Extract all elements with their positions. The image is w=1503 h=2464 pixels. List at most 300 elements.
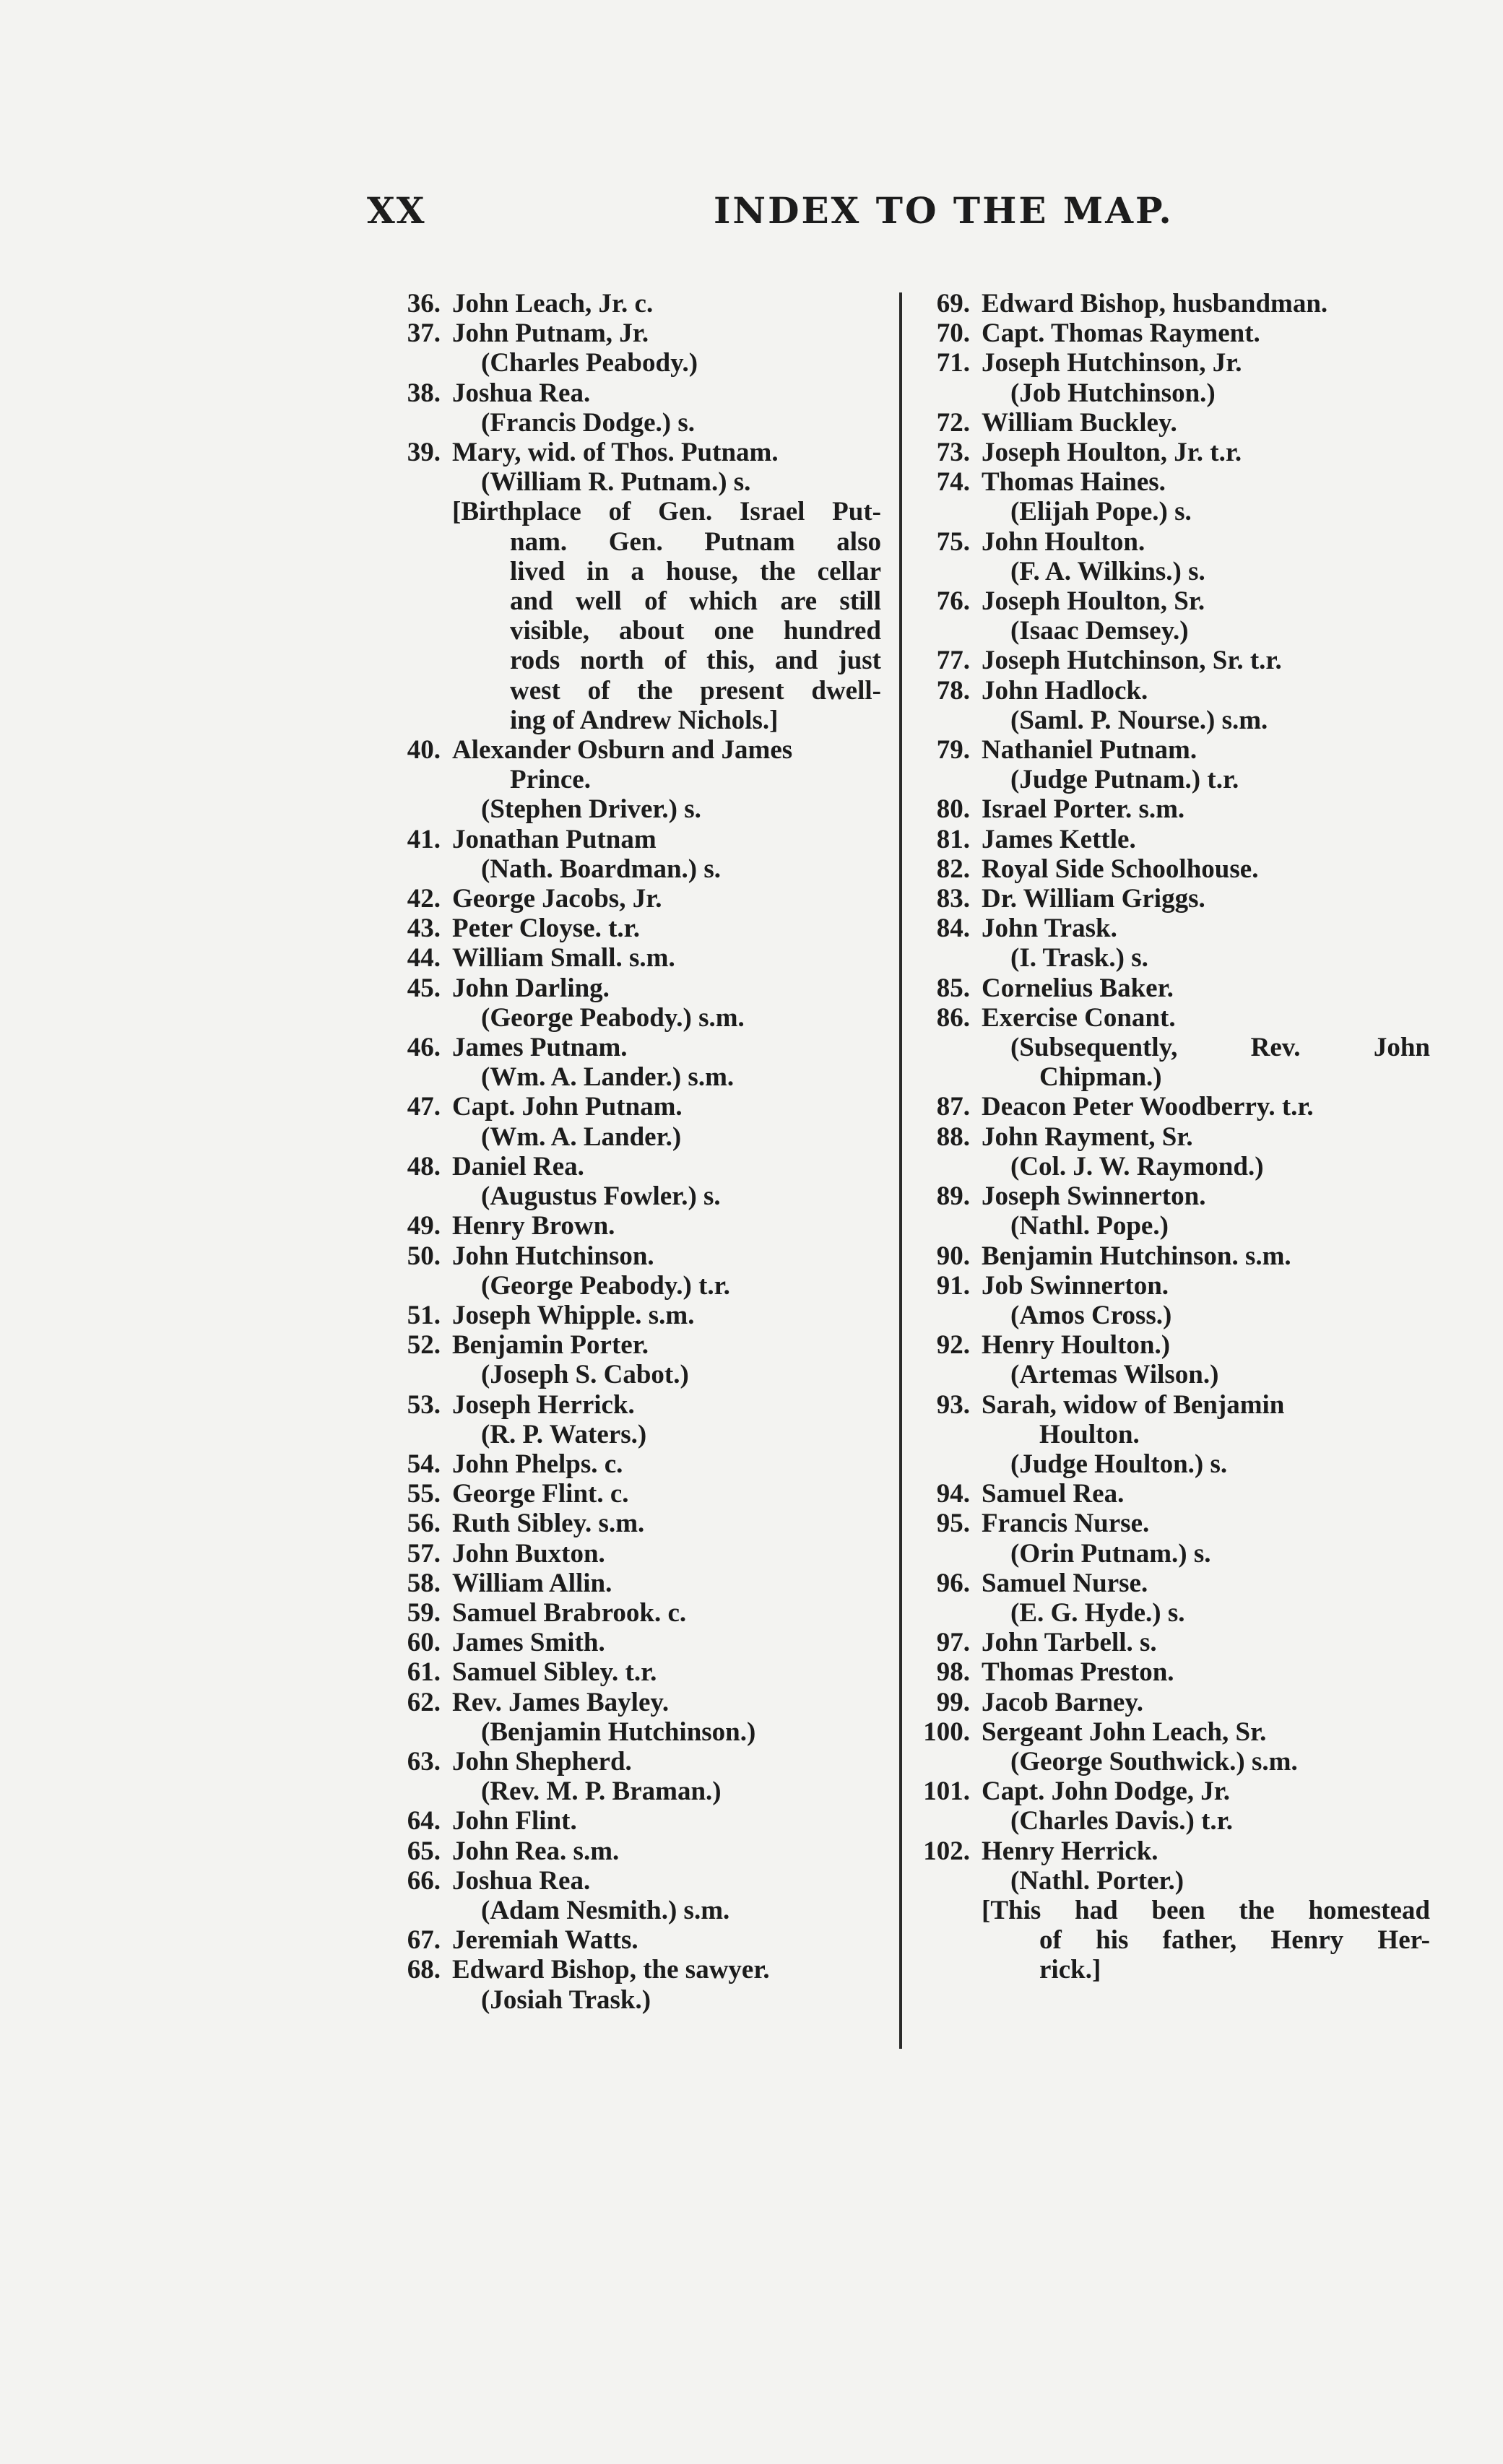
index-entry bbox=[390, 438, 881, 735]
entry-name: John Hadlock. bbox=[982, 675, 1148, 706]
entry-later-occupant: (Orin Putnam.) s. bbox=[1010, 1538, 1211, 1569]
entry-text bbox=[390, 1092, 881, 1151]
running-title: INDEX TO THE MAP. bbox=[714, 189, 1174, 232]
entry-number: 62. bbox=[407, 1687, 441, 1717]
entry-text bbox=[390, 1747, 881, 1806]
entry-text bbox=[390, 735, 881, 825]
entry-name: Daniel Rea. bbox=[452, 1151, 584, 1181]
entry-number: 53. bbox=[407, 1389, 441, 1420]
index-entry bbox=[390, 914, 881, 943]
index-entry bbox=[390, 735, 881, 825]
entry-number: 57. bbox=[407, 1538, 441, 1569]
index-entry bbox=[390, 289, 881, 318]
index-entry bbox=[914, 825, 1430, 854]
index-entry bbox=[390, 1092, 881, 1151]
entry-note-line: ing of Andrew Nichols.] bbox=[510, 705, 779, 735]
entry-name: Joseph Houlton, Sr. bbox=[982, 586, 1205, 617]
entry-text bbox=[914, 1777, 1430, 1836]
index-entry bbox=[914, 289, 1430, 318]
entry-number: 51. bbox=[407, 1300, 441, 1330]
index-entry bbox=[390, 973, 881, 1033]
entry-text bbox=[390, 1955, 881, 2014]
entry-later-occupant: (George Peabody.) s.m. bbox=[481, 1002, 745, 1033]
entry-text bbox=[390, 1925, 881, 1955]
entry-name: John Flint. bbox=[452, 1806, 577, 1836]
entry-later-occupant: (George Southwick.) s.m. bbox=[1010, 1746, 1298, 1777]
entry-text bbox=[914, 1241, 1430, 1271]
entry-later-occupant: (Josiah Trask.) bbox=[481, 1984, 651, 2015]
entry-name: John Tarbell. s. bbox=[982, 1628, 1157, 1658]
entry-name: Henry Herrick. bbox=[982, 1836, 1158, 1866]
entry-number: 40. bbox=[407, 735, 441, 765]
entry-name: Sergeant John Leach, Sr. bbox=[982, 1717, 1267, 1747]
entry-name: John Putnam, Jr. bbox=[452, 318, 649, 349]
index-entry bbox=[390, 1330, 881, 1389]
entry-later-occupant: (Benjamin Hutchinson.) bbox=[481, 1717, 756, 1747]
entry-number: 76. bbox=[936, 586, 970, 617]
entry-name: John Rea. s.m. bbox=[452, 1836, 620, 1866]
index-entry bbox=[390, 1479, 881, 1509]
entry-later-occupant: (Col. J. W. Raymond.) bbox=[1010, 1151, 1264, 1181]
entry-number: 67. bbox=[407, 1925, 441, 1956]
entry-text bbox=[914, 1330, 1430, 1389]
entry-name: George Flint. c. bbox=[452, 1479, 629, 1509]
entry-name: James Putnam. bbox=[452, 1033, 628, 1063]
entry-number: 45. bbox=[407, 973, 441, 1003]
index-entry bbox=[914, 1777, 1430, 1836]
entry-text bbox=[914, 527, 1430, 586]
entry-text bbox=[914, 1688, 1430, 1717]
entry-text bbox=[390, 1330, 881, 1389]
entry-name: Thomas Haines. bbox=[982, 467, 1166, 498]
entry-number: 48. bbox=[407, 1151, 441, 1181]
entry-text bbox=[914, 794, 1430, 824]
entry-text bbox=[914, 1657, 1430, 1687]
index-entry bbox=[914, 1092, 1430, 1122]
entry-text bbox=[390, 378, 881, 438]
entry-name: Henry Houlton.) bbox=[982, 1330, 1171, 1361]
entry-name: Joseph Swinnerton. bbox=[982, 1181, 1206, 1212]
entry-name: Jonathan Putnam bbox=[452, 824, 657, 854]
entry-later-occupant: (George Peabody.) t.r. bbox=[481, 1270, 730, 1301]
entry-number: 75. bbox=[936, 526, 970, 557]
entry-number: 81. bbox=[936, 824, 970, 854]
entry-text bbox=[914, 1628, 1430, 1657]
entry-later-occupant: (Wm. A. Lander.) s.m. bbox=[481, 1062, 735, 1093]
entry-name: Joseph Hutchinson, Jr. bbox=[982, 348, 1242, 378]
entry-number: 95. bbox=[936, 1509, 970, 1539]
index-entry bbox=[390, 318, 881, 378]
entry-later-occupant: (Augustus Fowler.) s. bbox=[481, 1181, 721, 1212]
index-entry bbox=[914, 1003, 1430, 1093]
index-entry bbox=[914, 1122, 1430, 1181]
entry-number: 82. bbox=[936, 854, 970, 884]
entry-text bbox=[914, 1509, 1430, 1568]
index-entry bbox=[390, 1836, 881, 1866]
entry-note-line: visible, about one hundred bbox=[510, 616, 881, 646]
entry-number: 37. bbox=[407, 318, 441, 349]
index-entry bbox=[914, 794, 1430, 824]
entry-number: 49. bbox=[407, 1211, 441, 1241]
entry-name: Mary, wid. of Thos. Putnam. bbox=[452, 438, 779, 468]
index-entry bbox=[390, 1955, 881, 2014]
entry-number: 83. bbox=[936, 884, 970, 914]
index-entry bbox=[914, 1181, 1430, 1241]
entry-text bbox=[914, 1181, 1430, 1241]
entry-note-line: rods north of this, and just bbox=[510, 646, 881, 676]
entry-later-occupant: (Amos Cross.) bbox=[1010, 1300, 1172, 1330]
entry-note-line: [This had been the homestead bbox=[982, 1895, 1430, 1925]
entry-text bbox=[390, 1866, 881, 1925]
entry-number: 77. bbox=[936, 646, 970, 676]
index-entry bbox=[390, 1866, 881, 1925]
entry-number: 46. bbox=[407, 1033, 441, 1063]
index-entry bbox=[914, 1657, 1430, 1687]
entry-name: Nathaniel Putnam. bbox=[982, 735, 1197, 765]
entry-text bbox=[914, 289, 1430, 318]
index-entry bbox=[390, 825, 881, 884]
entry-note-line: of his father, Henry Her- bbox=[1039, 1925, 1430, 1956]
index-entry bbox=[914, 1628, 1430, 1657]
entry-note-line: nam. Gen. Putnam also bbox=[510, 526, 881, 557]
entry-text bbox=[914, 467, 1430, 526]
index-entry bbox=[390, 1628, 881, 1657]
entry-text bbox=[914, 586, 1430, 646]
entry-later-occupant: (Judge Putnam.) t.r. bbox=[1010, 765, 1239, 795]
entry-name: Edward Bishop, husbandman. bbox=[982, 289, 1328, 318]
entry-later-occupant: (Charles Peabody.) bbox=[481, 348, 698, 378]
index-entry bbox=[390, 1598, 881, 1628]
entry-name: Capt. John Dodge, Jr. bbox=[982, 1777, 1231, 1807]
entry-text bbox=[390, 1033, 881, 1092]
entry-number: 56. bbox=[407, 1509, 441, 1539]
index-entry bbox=[914, 914, 1430, 973]
entry-text bbox=[914, 676, 1430, 735]
index-entry bbox=[390, 884, 881, 914]
entry-text bbox=[390, 1479, 881, 1509]
entry-text bbox=[390, 1539, 881, 1569]
entry-name: Joshua Rea. bbox=[452, 1865, 591, 1896]
index-entry bbox=[914, 1569, 1430, 1628]
entry-number: 90. bbox=[936, 1241, 970, 1271]
entry-number: 89. bbox=[936, 1181, 970, 1212]
entry-text bbox=[914, 646, 1430, 675]
entry-later-occupant: (Nathl. Porter.) bbox=[1010, 1865, 1184, 1896]
entry-later-occupant: (R. P. Waters.) bbox=[481, 1419, 647, 1449]
entry-number: 91. bbox=[936, 1270, 970, 1301]
entry-text bbox=[914, 1479, 1430, 1509]
entry-number: 78. bbox=[936, 675, 970, 706]
entry-number: 52. bbox=[407, 1330, 441, 1361]
entry-text bbox=[390, 943, 881, 973]
index-entry bbox=[914, 1509, 1430, 1568]
right-column bbox=[914, 289, 1430, 1985]
entry-name: John Phelps. c. bbox=[452, 1449, 623, 1479]
index-entry bbox=[390, 1152, 881, 1211]
entry-name: George Jacobs, Jr. bbox=[452, 884, 662, 914]
entry-name: Joseph Herrick. bbox=[452, 1389, 635, 1420]
entry-number: 60. bbox=[407, 1628, 441, 1658]
entry-name: Royal Side Schoolhouse. bbox=[982, 854, 1259, 884]
index-entry bbox=[914, 1241, 1430, 1271]
entry-number: 66. bbox=[407, 1865, 441, 1896]
entry-number: 69. bbox=[936, 289, 970, 318]
index-entry bbox=[914, 884, 1430, 914]
entry-number: 58. bbox=[407, 1568, 441, 1598]
entry-text bbox=[914, 318, 1430, 348]
entry-text bbox=[914, 1836, 1430, 1985]
entry-number: 93. bbox=[936, 1389, 970, 1420]
entry-text bbox=[390, 1688, 881, 1747]
index-entry bbox=[914, 318, 1430, 348]
entry-later-occupant: (Isaac Demsey.) bbox=[1010, 616, 1189, 646]
entry-name: James Kettle. bbox=[982, 824, 1136, 854]
entry-text bbox=[390, 1836, 881, 1866]
entry-name: Joseph Hutchinson, Sr. t.r. bbox=[982, 646, 1282, 676]
left-column bbox=[390, 289, 881, 2015]
entry-text bbox=[914, 735, 1430, 794]
entry-text bbox=[914, 1390, 1430, 1480]
entry-text bbox=[390, 1449, 881, 1479]
index-entry bbox=[390, 1657, 881, 1687]
entry-number: 96. bbox=[936, 1568, 970, 1598]
entry-text bbox=[390, 1301, 881, 1330]
index-entry bbox=[390, 1925, 881, 1955]
entry-name: Job Swinnerton. bbox=[982, 1270, 1169, 1301]
entry-number: 50. bbox=[407, 1241, 441, 1271]
entry-later-occupant: (Charles Davis.) t.r. bbox=[1010, 1806, 1233, 1836]
entry-name: John Buxton. bbox=[452, 1538, 605, 1569]
index-entry bbox=[914, 527, 1430, 586]
entry-name: John Leach, Jr. c. bbox=[452, 289, 654, 318]
entry-text bbox=[914, 1271, 1430, 1330]
entry-text bbox=[390, 438, 881, 735]
entry-later-occupant: (Rev. M. P. Braman.) bbox=[481, 1777, 722, 1807]
entry-text bbox=[390, 289, 881, 318]
index-entry bbox=[390, 1241, 881, 1301]
index-entry bbox=[914, 1390, 1430, 1480]
entry-number: 43. bbox=[407, 914, 441, 944]
entry-text bbox=[390, 1628, 881, 1657]
entry-number: 55. bbox=[407, 1479, 441, 1509]
entry-name: Francis Nurse. bbox=[982, 1509, 1150, 1539]
entry-text bbox=[390, 1509, 881, 1538]
index-entry bbox=[390, 1211, 881, 1241]
index-entry bbox=[390, 1449, 881, 1479]
index-entry bbox=[914, 735, 1430, 794]
entry-number: 36. bbox=[407, 289, 441, 318]
index-entry bbox=[390, 1688, 881, 1747]
entry-text bbox=[390, 1569, 881, 1598]
index-entry bbox=[914, 1717, 1430, 1777]
entry-name: John Rayment, Sr. bbox=[982, 1122, 1193, 1152]
entry-later-occupant: (Nathl. Pope.) bbox=[1010, 1211, 1169, 1241]
entry-name: William Buckley. bbox=[982, 407, 1177, 438]
entry-text bbox=[914, 854, 1430, 884]
entry-text bbox=[914, 1092, 1430, 1122]
entry-name: Capt. John Putnam. bbox=[452, 1092, 683, 1122]
entry-later-occupant: (Nath. Boardman.) s. bbox=[481, 854, 721, 884]
entry-name: Edward Bishop, the sawyer. bbox=[452, 1955, 770, 1985]
index-entry bbox=[914, 1479, 1430, 1509]
entry-text bbox=[390, 825, 881, 884]
entry-name: Henry Brown. bbox=[452, 1211, 615, 1241]
entry-later-occupant: (Adam Nesmith.) s.m. bbox=[481, 1895, 730, 1925]
entry-text bbox=[390, 1211, 881, 1241]
entry-text bbox=[914, 1003, 1430, 1093]
entry-name: John Trask. bbox=[982, 914, 1117, 944]
index-entry bbox=[914, 467, 1430, 526]
index-entry bbox=[914, 973, 1430, 1003]
entry-number: 59. bbox=[407, 1597, 441, 1628]
index-entry bbox=[390, 1509, 881, 1538]
entry-name: Jacob Barney. bbox=[982, 1687, 1144, 1717]
entry-name: William Small. s.m. bbox=[452, 943, 675, 973]
entry-number: 100. bbox=[923, 1717, 970, 1747]
column-divider bbox=[899, 292, 902, 2049]
entry-name: Rev. James Bayley. bbox=[452, 1687, 670, 1717]
entry-note-line: [Birthplace of Gen. Israel Put- bbox=[452, 497, 881, 527]
entry-name: Cornelius Baker. bbox=[982, 973, 1174, 1003]
entry-number: 101. bbox=[923, 1777, 970, 1807]
index-entry bbox=[914, 676, 1430, 735]
page-header bbox=[367, 189, 1429, 240]
entry-number: 102. bbox=[923, 1836, 970, 1866]
entry-name: Dr. William Griggs. bbox=[982, 884, 1205, 914]
entry-number: 72. bbox=[936, 407, 970, 438]
entry-text bbox=[390, 884, 881, 914]
entry-later-occupant: (Elijah Pope.) s. bbox=[1010, 497, 1192, 527]
entry-name: Joseph Whipple. s.m. bbox=[452, 1300, 695, 1330]
entry-name: Alexander Osburn and James bbox=[452, 735, 793, 765]
entry-name: Samuel Brabrook. c. bbox=[452, 1597, 687, 1628]
entry-text bbox=[390, 1390, 881, 1449]
entry-name-continued: Prince. bbox=[510, 765, 591, 795]
index-entry bbox=[914, 1836, 1430, 1985]
entry-number: 71. bbox=[936, 348, 970, 378]
entry-text bbox=[390, 1241, 881, 1301]
entry-name: Peter Cloyse. t.r. bbox=[452, 914, 640, 944]
entry-name: Israel Porter. s.m. bbox=[982, 794, 1185, 825]
entry-text bbox=[914, 914, 1430, 973]
entry-text bbox=[914, 825, 1430, 854]
entry-later-occupant: (Joseph S. Cabot.) bbox=[481, 1360, 689, 1390]
entry-number: 73. bbox=[936, 438, 970, 468]
entry-number: 61. bbox=[407, 1657, 441, 1688]
index-entry bbox=[914, 646, 1430, 675]
entry-note-line: and well of which are still bbox=[510, 586, 881, 617]
entry-name: Joshua Rea. bbox=[452, 378, 591, 408]
entry-number: 70. bbox=[936, 318, 970, 349]
entry-later-occupant: (F. A. Wilkins.) s. bbox=[1010, 556, 1205, 586]
entry-text bbox=[914, 1717, 1430, 1777]
entry-name-continued: Houlton. bbox=[1039, 1419, 1140, 1449]
entry-number: 87. bbox=[936, 1092, 970, 1122]
index-entry bbox=[914, 408, 1430, 438]
entry-text bbox=[390, 1806, 881, 1836]
entry-text bbox=[914, 884, 1430, 914]
entry-number: 68. bbox=[407, 1955, 441, 1985]
index-entry bbox=[390, 1390, 881, 1449]
index-entry bbox=[390, 1301, 881, 1330]
entry-name: Benjamin Porter. bbox=[452, 1330, 649, 1361]
index-entry bbox=[914, 586, 1430, 646]
entry-later-occupant: (Stephen Driver.) s. bbox=[481, 794, 701, 825]
entry-later-occupant: (Francis Dodge.) s. bbox=[481, 407, 695, 438]
entry-note bbox=[452, 497, 881, 735]
page-number: XX bbox=[367, 189, 426, 232]
index-entry bbox=[914, 1330, 1430, 1389]
entry-text bbox=[390, 973, 881, 1033]
entry-text bbox=[390, 1657, 881, 1687]
index-entry bbox=[914, 1271, 1430, 1330]
entry-number: 44. bbox=[407, 943, 441, 973]
entry-name: John Shepherd. bbox=[452, 1746, 632, 1777]
entry-number: 94. bbox=[936, 1479, 970, 1509]
entry-number: 92. bbox=[936, 1330, 970, 1361]
entry-later-occupant: (Saml. P. Nourse.) s.m. bbox=[1010, 705, 1268, 735]
entry-note-line: west of the present dwell- bbox=[510, 675, 881, 706]
entry-later-occupant: (William R. Putnam.) s. bbox=[481, 467, 751, 498]
entry-later-occupant: (Job Hutchinson.) bbox=[1010, 378, 1216, 408]
entry-name: James Smith. bbox=[452, 1628, 605, 1658]
entry-name: Joseph Houlton, Jr. t.r. bbox=[982, 438, 1242, 468]
entry-number: 97. bbox=[936, 1628, 970, 1658]
entry-number: 88. bbox=[936, 1122, 970, 1152]
entry-name: Deacon Peter Woodberry. t.r. bbox=[982, 1092, 1314, 1122]
entry-name: Benjamin Hutchinson. s.m. bbox=[982, 1241, 1291, 1271]
index-entry bbox=[914, 854, 1430, 884]
entry-number: 54. bbox=[407, 1449, 441, 1479]
entry-number: 63. bbox=[407, 1746, 441, 1777]
entry-number: 80. bbox=[936, 794, 970, 825]
entry-note-line: lived in a house, the cellar bbox=[510, 556, 881, 586]
entry-name: John Houlton. bbox=[982, 526, 1145, 557]
entry-note-line: rick.] bbox=[1039, 1955, 1101, 1985]
entry-name: Samuel Rea. bbox=[982, 1479, 1125, 1509]
entry-text bbox=[914, 973, 1430, 1003]
index-entry bbox=[390, 943, 881, 973]
entry-text bbox=[914, 438, 1430, 467]
entry-later-occupant: (I. Trask.) s. bbox=[1010, 943, 1148, 973]
entry-text bbox=[390, 914, 881, 943]
entry-name: John Darling. bbox=[452, 973, 610, 1003]
entry-number: 64. bbox=[407, 1806, 441, 1836]
entry-number: 79. bbox=[936, 735, 970, 765]
entry-number: 99. bbox=[936, 1687, 970, 1717]
entry-text bbox=[390, 318, 881, 378]
entry-number: 98. bbox=[936, 1657, 970, 1688]
entry-number: 38. bbox=[407, 378, 441, 408]
entry-note bbox=[982, 1896, 1430, 1985]
entry-number: 84. bbox=[936, 914, 970, 944]
entry-text bbox=[914, 348, 1430, 407]
entry-later-occupant: Chipman.) bbox=[1039, 1062, 1162, 1093]
index-entry bbox=[390, 1747, 881, 1806]
entry-number: 39. bbox=[407, 438, 441, 468]
entry-name: Exercise Conant. bbox=[982, 1002, 1176, 1033]
entry-text bbox=[914, 408, 1430, 438]
entry-text bbox=[390, 1152, 881, 1211]
entry-name: William Allin. bbox=[452, 1568, 612, 1598]
entry-text bbox=[914, 1122, 1430, 1181]
entry-later-occupant: (Judge Houlton.) s. bbox=[1010, 1449, 1228, 1479]
entry-number: 65. bbox=[407, 1836, 441, 1866]
index-entry bbox=[390, 1806, 881, 1836]
entry-later-occupant: (E. G. Hyde.) s. bbox=[1010, 1597, 1185, 1628]
entry-name: Samuel Sibley. t.r. bbox=[452, 1657, 657, 1688]
entry-later-occupant: (Subsequently, Rev. John bbox=[1010, 1033, 1430, 1063]
